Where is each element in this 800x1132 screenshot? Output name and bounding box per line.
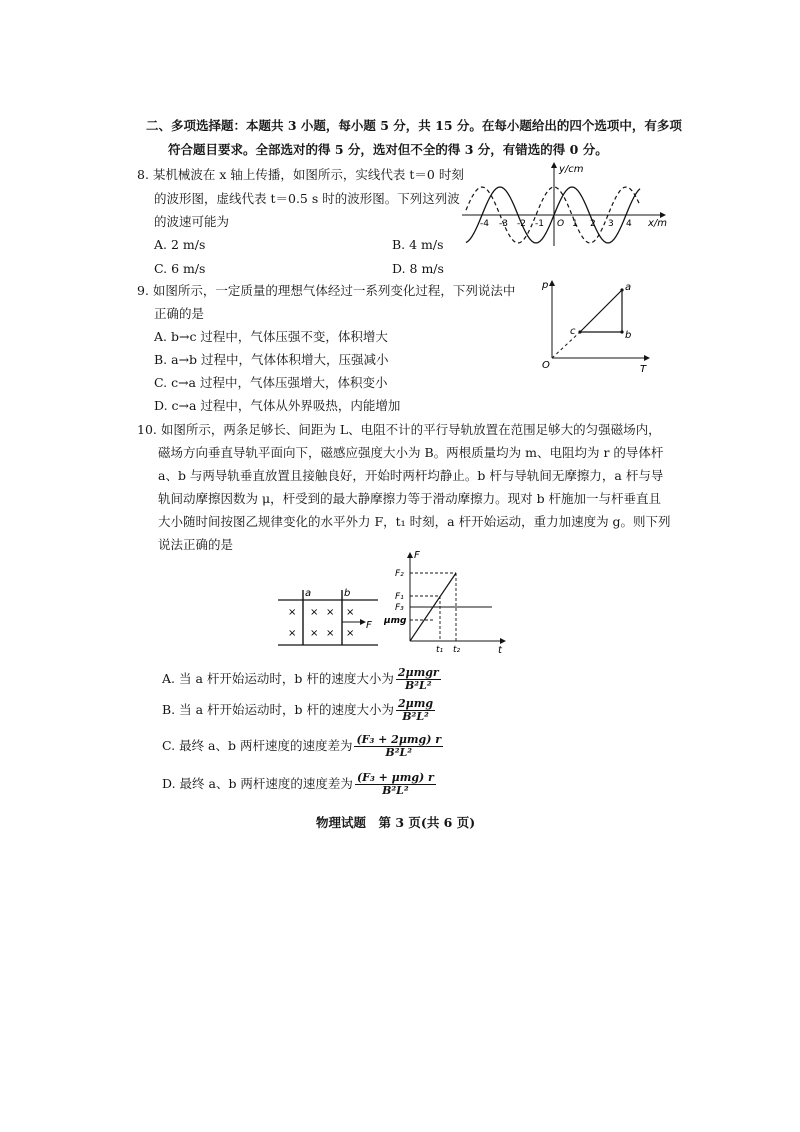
- q10-option-a-denominator: B²L²: [404, 679, 432, 692]
- section-header-line2: 符合题目要求。全部选对的得 5 分，选对但不全的得 3 分，有错选的得 0 分。: [168, 142, 608, 157]
- q8-option-c: C. 6 m/s: [154, 261, 206, 276]
- q10-option-c-denominator: B²L²: [385, 746, 413, 759]
- q10-field-cross: ×: [310, 628, 319, 639]
- q10-t2-label: t₂: [453, 645, 461, 655]
- q8-tick-m4: -4: [480, 219, 489, 229]
- q8-stem-line3: 的波速可能为: [154, 214, 230, 229]
- q10-stem-line5: 大小随时间按图乙规律变化的水平外力 F，t₁ 时刻，a 杆开始运动，重力加速度为 g。则下列: [158, 514, 671, 529]
- q10-t1-label: t₁: [436, 645, 444, 655]
- q10-option-b-numerator: 2μmg: [398, 697, 434, 710]
- q9-c-label: c: [570, 326, 576, 337]
- q10-field-cross: ×: [326, 607, 335, 618]
- q8-tick-1: 1: [572, 219, 578, 229]
- section-header-line1: 二、多项选择题：本题共 3 小题，每小题 5 分，共 15 分。在每小题给出的四个选项中，有多项: [146, 118, 682, 133]
- q10-t-arrow: [500, 638, 506, 644]
- q8-option-b: B. 4 m/s: [392, 237, 444, 252]
- q8-stem-line2: 的波形图，虚线代表 t＝0.5 s 时的波形图。下列这列波: [154, 191, 460, 206]
- q8-stem-line1: 8. 某机械波在 x 轴上传播，如图所示，实线代表 t＝0 时刻: [137, 167, 464, 182]
- q10-F-arrow: [407, 552, 413, 558]
- q9-point-a: [620, 288, 623, 291]
- q8-tick-m2: -2: [517, 219, 526, 229]
- q9-option-a: A. b→c 过程中，气体压强不变，体积增大: [154, 329, 388, 344]
- q10-option-a: [162, 666, 441, 692]
- q10-option-c-numerator: (F₃ + 2μmg) r: [356, 733, 442, 746]
- q10-option-c: [162, 733, 443, 759]
- q8-x-label: x/m: [648, 218, 668, 229]
- q9-point-b: [620, 330, 623, 333]
- q10-field-cross: ×: [326, 628, 335, 639]
- q9-option-c: C. c→a 过程中，气体压强增大，体积变小: [154, 375, 388, 390]
- q9-t-label: T: [640, 364, 647, 375]
- q10-umg-label: μmg: [384, 616, 407, 626]
- q9-dashed-line: [552, 332, 580, 358]
- q10-option-a-fraction: [396, 667, 441, 692]
- q10-field-cross: ×: [346, 628, 355, 639]
- q8-wave-graph: [458, 160, 668, 252]
- q8-tick-3: 3: [608, 219, 614, 229]
- q9-origin-label: O: [542, 360, 550, 371]
- q10-option-b-text: B. 当 a 杆开始运动时，b 杆的速度大小为: [162, 702, 395, 717]
- q10-fig1-label-F: F: [366, 620, 372, 631]
- q10-fig1-label-a: a: [305, 588, 312, 599]
- q9-option-d: D. c→a 过程中，气体从外界吸热，内能增加: [154, 398, 401, 413]
- q8-y-arrow: [551, 162, 557, 168]
- q10-option-b-fraction: [396, 698, 435, 723]
- q10-option-b: [162, 697, 435, 723]
- q8-tick-4: 4: [626, 219, 632, 229]
- q8-tick-m3: -3: [499, 219, 508, 229]
- q10-option-d-numerator: (F₃ + μmg) r: [356, 771, 434, 784]
- q10-option-d-text: D. 最终 a、b 两杆速度的速度差为: [162, 776, 353, 791]
- q10-rail-figure: [276, 582, 386, 652]
- q10-option-d: [162, 771, 436, 797]
- q10-F-axis-label: F: [414, 550, 420, 561]
- q10-field-cross: ×: [310, 607, 319, 618]
- q10-stem-line4: 轨间动摩擦因数为 μ，杆受到的最大静摩擦力等于滑动摩擦力。现对 b 杆施加一与杆垂直且: [158, 491, 662, 506]
- q9-point-c: [578, 330, 581, 333]
- q8-tick-m1: -1: [535, 219, 544, 229]
- q10-option-b-denominator: B²L²: [402, 710, 429, 723]
- q10-field-cross: ×: [288, 607, 297, 618]
- q9-a-label: a: [625, 282, 632, 293]
- q8-option-d: D. 8 m/s: [392, 261, 444, 276]
- q9-segment-ca: [580, 290, 622, 332]
- q10-ft-graph: [384, 550, 514, 656]
- q10-option-a-numerator: 2μmgr: [397, 666, 439, 679]
- q10-option-d-fraction: [355, 772, 436, 797]
- q9-t-arrow: [644, 355, 650, 361]
- q10-stem-line6: 说法正确的是: [158, 537, 234, 552]
- q9-pt-graph: [538, 276, 658, 376]
- q10-F1-label: F₁: [395, 592, 404, 602]
- q9-p-arrow: [549, 280, 555, 286]
- q9-option-b: B. a→b 过程中，气体体积增大，压强减小: [154, 352, 389, 367]
- q8-tick-origin: O: [557, 219, 565, 229]
- q10-field-cross: ×: [346, 607, 355, 618]
- q8-option-a: A. 2 m/s: [154, 237, 206, 252]
- q10-option-a-text: A. 当 a 杆开始运动时，b 杆的速度大小为: [162, 671, 394, 686]
- q8-tick-2: 2: [590, 219, 596, 229]
- q10-F3-label: F₃: [395, 603, 404, 613]
- q10-option-d-denominator: B²L²: [382, 784, 409, 797]
- q10-fig1-label-b: b: [344, 588, 351, 599]
- q10-stem-line1: 10. 如图所示，两条足够长、间距为 L、电阻不计的平行导轨放置在范围足够大的匀强磁场内，: [137, 422, 661, 437]
- q9-stem-line1: 9. 如图所示，一定质量的理想气体经过一系列变化过程，下列说法中: [137, 283, 516, 298]
- q10-stem-line2: 磁场方向垂直导轨平面向下，磁感应强度大小为 B。两根质量均为 m、电阻均为 r 的导体杆: [158, 445, 664, 460]
- q10-F2-label: F₂: [395, 569, 404, 579]
- q9-b-label: b: [625, 330, 632, 341]
- q9-stem-line2: 正确的是: [154, 306, 205, 321]
- page-footer: 物理试题 第 3 页(共 6 页): [316, 815, 476, 830]
- q10-stem-line3: a、b 与两导轨垂直放置且接触良好，开始时两杆均静止。b 杆与导轨间无摩擦力，a 杆与导: [158, 468, 664, 483]
- q10-field-cross: ×: [288, 628, 297, 639]
- q9-p-label: p: [542, 280, 549, 291]
- q10-t-axis-label: t: [498, 645, 502, 656]
- q10-option-c-text: C. 最终 a、b 两杆速度的速度差为: [162, 738, 353, 753]
- q10-option-c-fraction: [354, 734, 443, 759]
- q8-y-label: y/cm: [559, 164, 584, 175]
